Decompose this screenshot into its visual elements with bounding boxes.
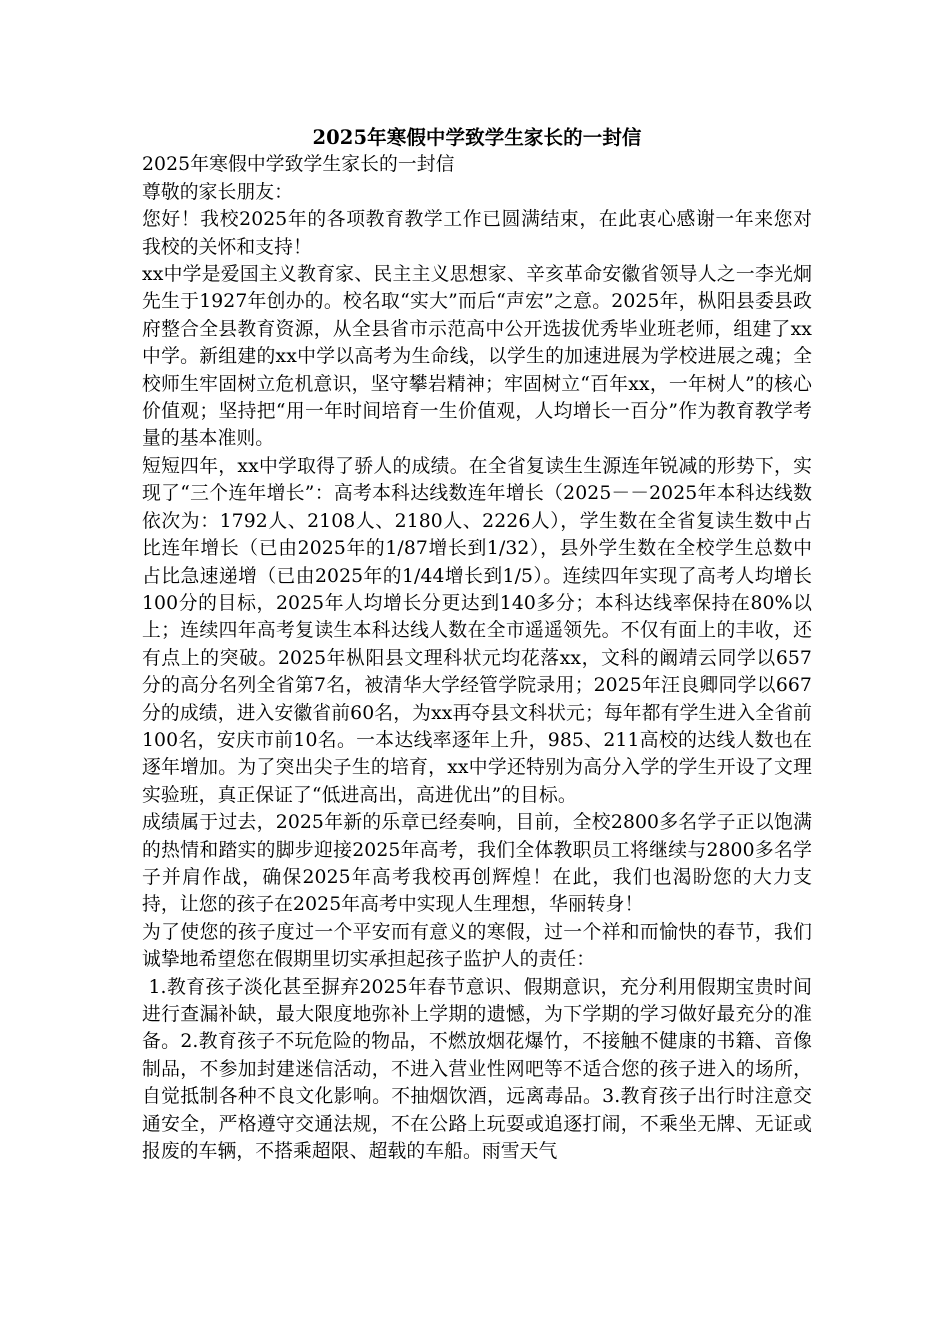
outlook-paragraph: 成绩属于过去，2025年新的乐章已经奏响，目前，全校2800多名学子正以饱满的热情和踏实的脚步迎接2025年高考，我们全体教职员工将继续与2800多名学子并肩作战，确保2025年高考我校再创辉煌！在此，我们也渴盼您的大力支持，让您的孩子在2025年高考中实现人生理想，华丽转身！ bbox=[142, 812, 812, 916]
school-intro-paragraph: xx中学是爱国主义教育家、民主主义思想家、辛亥革命安徽省领导人之一李光炯先生于1927年创办的。校名取“实大”而后“声宏”之意。2025年，枞阳县委县政府整合全县教育资源，从全县省市示范高中公开选拔优秀毕业班老师，组建了xx中学。新组建的xx中学以高考为生命线，以学生的加速进展为学校进展之魂；全校师生牢固树立危机意识，坚守攀岩精神；牢固树立“百年xx，一年树人”的核心价值观；坚持把“用一年时间培育一生价值观，人均增长一百分”作为教育教学考量的基本准则。 bbox=[142, 264, 812, 450]
subtitle-line: 2025年寒假中学致学生家长的一封信 bbox=[142, 154, 455, 176]
request-paragraph: 为了使您的孩子度过一个平安而有意义的寒假，过一个祥和而愉快的春节，我们诚挚地希望您在假期里切实承担起孩子监护人的责任： bbox=[142, 921, 812, 971]
greeting-paragraph: 您好！我校2025年的各项教育教学工作已圆满结束，在此衷心感谢一年来您对我校的关怀和支持！ bbox=[142, 209, 812, 258]
instructions-paragraph: 1.教育孩子淡化甚至摒弃2025年春节意识、假期意识，充分利用假期宝贵时间进行查漏补缺，最大限度地弥补上学期的遗憾，为下学期的学习做好最充分的准备。2.教育孩子不玩危险的物品，不燃放烟花爆竹，不接触不健康的书籍、音像制品，不参加封建迷信活动，不进入营业性网吧等不适合您的孩子进入的场所，自觉抵制各种不良文化影响。不抽烟饮酒，远离毒品。3.教育孩子出行时注意交通安全，严格遵守交通法规，不在公路上玩耍或追逐打闹，不乘坐无牌、无证或报废的车辆，不搭乘超限、超载的车船。雨雪天气 bbox=[142, 976, 812, 1163]
document-body bbox=[142, 124, 812, 1165]
achievements-paragraph: 短短四年，xx中学取得了骄人的成绩。在全省复读生生源连年锐减的形势下，实现了“三个连年增长”：高考本科达线数连年增长（2025－－2025年本科达线数依次为：1792人、2108人、2180人、2226人），学生数在全省复读生数中占比连年增长（已由2025年的1/87增长到1/32），县外学生数在全校学生总数中占比急速递增（已由2025年的1/44增长到1/5）。连续四年实现了高考人均增长100分的目标，2025年人均增长分更达到140多分；本科达线率保持在80%以上；连续四年高考复读生本科达线人数在全市遥遥领先。不仅有面上的丰收，还有点上的突破。2025年枞阳县文理科状元均花落xx，文科的阚靖云同学以657分的高分名列全省第7名，被清华大学经管学院录用；2025年汪良卿同学以667分的成绩，进入安徽省前60名，为xx再夺县文科状元；每年都有学生进入全省前100名，安庆市前10名。一本达线率逐年上升，985、211高校的达线人数也在逐年增加。为了突出尖子生的培育，xx中学还特别为高分入学的学生开设了文理实验班，真正保证了“低进高出，高进优出”的目标。 bbox=[142, 455, 812, 806]
document-title: 2025年寒假中学致学生家长的一封信 bbox=[312, 126, 642, 149]
salutation: 尊敬的家长朋友： bbox=[142, 181, 294, 203]
